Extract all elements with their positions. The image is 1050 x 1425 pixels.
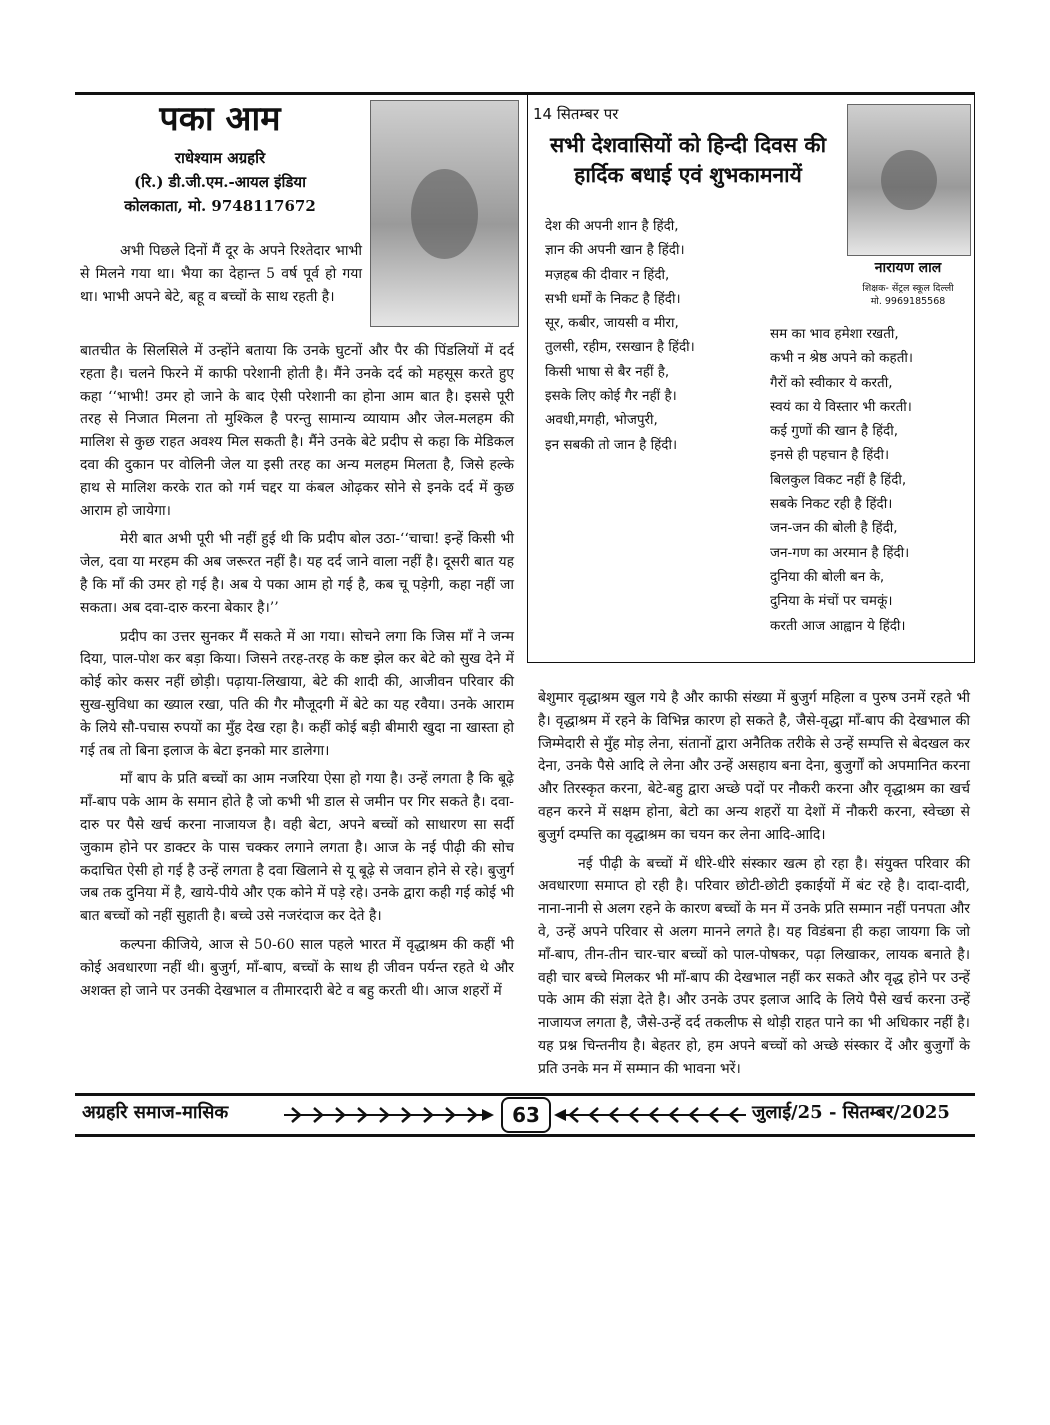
author-contact: कोलकाता, मो. 9748117672	[124, 197, 316, 215]
poem-line: किसी भाषा से बैर नहीं है,	[545, 363, 670, 380]
poem-line: कई गुणों की खान है हिंदी,	[770, 423, 898, 440]
author-block	[80, 146, 360, 218]
column-divider	[527, 95, 528, 663]
article-left-column	[80, 340, 514, 1008]
page-number: 63	[501, 1097, 551, 1133]
poem-headline: सभी देशवासियों को हिन्दी दिवस की हार्दिक बधाई एवं शुभकामनायें	[549, 132, 827, 187]
article-paragraph: अभी पिछले दिनों मैं दूर के अपने रिश्तेदार भाभी से मिलने गया था। भैया का देहान्त 5 वर्ष पूर्व हो गया था। भाभी अपने बेटे, बहू व बच्चों के साथ रहती है।	[80, 243, 362, 305]
poem-line: जन-जन की बोली है हिंदी,	[770, 520, 898, 537]
article-title: पका आम	[159, 99, 281, 139]
poem-stanza-2	[770, 322, 913, 638]
poem-line: तुलसी, रहीम, रसखान है हिंदी।	[545, 339, 695, 356]
poem-line: स्वयं का ये विस्तार भी करती।	[770, 398, 912, 415]
footer-top-rule	[75, 1093, 975, 1096]
article-paragraph: माँ बाप के प्रति बच्चों का आम नजरिया ऐसा हो गया है। उन्हें लगता है कि बूढ़े माँ-बाप पके आम के समान होते है जो कभी भी डाल से जमीन पर गिर सकते है। दवा-दारु पर पैसे खर्च करना नाजायज है। वही बेटा, अपने बच्चों को साधारण सा सर्दी जुकाम होने पर डाक्टर के पास चक्कर लगाने लगता है। आज के नई पीढ़ी की सोच कदाचित ऐसी हो गई है उन्हें लगता है दवा खिलाने से यू बूढ़े से जवान होने से रहे। बुजुर्ग जब तक दुनिया में है, खाये-पीये और एक कोने में पड़े रहे। उनके द्वारा कही गई कोई भी बात बच्चों को नहीं सुहाती है। बच्चे उसे नजरंदाज कर देते है।	[80, 771, 514, 925]
poem-line: जन-गण का अरमान है हिंदी।	[770, 544, 910, 561]
author-designation: (रि.) डी.जी.एम.-आयल इंडिया	[133, 173, 307, 191]
issue-date: जुलाई/25 - सितम्बर/2025	[752, 1102, 950, 1123]
poem-line: देश की अपनी शान है हिंदी,	[545, 218, 679, 234]
poem-line: इन सबकी तो जान है हिंदी।	[545, 436, 678, 453]
poem-line: बिलकुल विकट नहीं है हिंदी,	[770, 471, 907, 488]
article-paragraph: कल्पना कीजिये, आज से 50-60 साल पहले भारत में वृद्धाश्रम की कहीं भी कोई अवधारणा नहीं थी। बुजुर्ग, माँ-बाप, बच्चों के साथ ही जीवन पर्यन्त रहते थे और अशक्त हो जाने पर उनकी देखभाल व तीमारदारी बेटे व बहु करती थी। आज शहरों में	[80, 936, 514, 999]
poem-line: सम का भाव हमेशा रखती,	[770, 326, 899, 342]
magazine-name: अग्रहरि समाज-मासिक	[82, 1102, 229, 1123]
article-right-column	[538, 687, 970, 1087]
poem-line: सभी धर्मों के निकट है हिंदी।	[545, 290, 681, 307]
article-paragraph: बेशुमार वृद्धाश्रम खुल गये है और काफी संख्या में बुजुर्ग महिला व पुरुष उनमें रहते भी है। वृद्धाश्रम में रहने के विभिन्न कारण हो सकते है, जैसे-वृद्धा माँ-बाप की देखभाल की जिम्मेदारी से मुँह मोड़ लेना, संतानों द्वारा अनैतिक तरीके से उन्हें सम्पत्ति से बेदखल कर देना, उनके पैसे आदि ले लेना और उन्हें असहाय बना देना, बुजुर्गों को अपमानित करना और तिरस्कृत करना, बेटे-बहु द्वारा अच्छे पदों पर नौकरी करना और वृद्धाश्रम का खर्च वहन करने में सक्षम होना, बेटो का अन्य शहरों या देशों में नौकरी करना, स्वेच्छा से बुजुर्ग दम्पत्ति का वृद्धाश्रम का चयन कर लेना आदि-आदि।	[538, 690, 970, 843]
poem-line: दुनिया के मंचों पर चमकूं।	[770, 593, 893, 610]
article-paragraph: नई पीढ़ी के बच्चों में धीरे-धीरे संस्कार खत्म हो रहा है। संयुक्त परिवार की अवधारणा समाप्त हो रही है। परिवार छोटी-छोटी इकाईयों में बंट रहे है। दादा-दादी, नाना-नानी से अलग रहने के कारण बच्चों के मन में उनके प्रति सम्मान नहीं पनपता और वे, उन्हें अपने परिवार से अलग मानने लगते है। यह विडंबना ही कहा जायगा कि जो माँ-बाप, तीन-तीन चार-चार बच्चों को पाल-पोषकर, पढ़ा लिखाकर, लायक बनाते है। वही चार बच्चे मिलकर भी माँ-बाप की देखभाल नहीं कर सकते और वृद्ध होने पर उन्हें पके आम की संज्ञा देते है। और उनके उपर इलाज आदि के लिये पैसे खर्च करना उन्हें नाजायज लगता है, जैसे-उन्हें दर्द तकलीफ से थोड़ी राहत पाने का भी अधिकार नहीं है। यह प्रश्न चिन्तनीय है। बेहतर हो, हम अपने बच्चों को अच्छे संस्कार दें और बुजुर्गों के प्रति उनके मन में सम्मान की भावना भरें।	[538, 855, 970, 1077]
poem-line: इनसे ही पहचान है हिंदी।	[770, 447, 890, 464]
poet-role-line: शिक्षक- सेंट्रल स्कूल दिल्ली	[862, 283, 954, 294]
poem-box-bottom-border	[527, 662, 975, 663]
author-photo	[370, 100, 519, 327]
article-paragraph: बातचीत के सिलसिले में उन्होंने बताया कि उनके घुटनों और पैर की पिंडलियों में दर्द रहता है। चलने फिरने में काफी परेशानी होती है। मैंने उनके दर्द को महसूस करते हुए कहा ‘‘भाभी! उमर हो जाने के बाद ऐसी परेशानी का होना आम बात है। इससे पूरी तरह से निजात मिलना तो मुश्किल है परन्तु सामान्य व्यायाम और जेल-मलहम की मालिश से कुछ राहत अवश्य मिल सकती है। मैंने उनके बेटे प्रदीप से कहा कि मेडिकल दवा की दुकान पर वोलिनी जेल या इसी तरह का अन्य मलहम मिलता है, जिसे हल्के हाथ से मालिश करके रात को गर्म चद्दर या कंबल ओढ़कर सोने से इनके दर्द में कुछ आराम हो जायेगा।	[80, 343, 514, 519]
article-paragraph: प्रदीप का उत्तर सुनकर मैं सकते में आ गया। सोचने लगा कि जिस माँ ने जन्म दिया, पाल-पोश कर बड़ा किया। जिसने तरह-तरह के कष्ट झेल कर बेटे को सुख देने में कोई कोर कसर नहीं छोड़ी। पढ़ाया-लिखाया, बेटे की शादी की, आजीवन परिवार की सुख-सुविधा का ख्याल रखा, पति की गैर मौजूदगी में बेटे का यह रवैया। उनके आराम के लिये सौ-पचास रुपयों का मुँह देख रहा है। कहीं कोई बड़ी बीमारी खुदा ना खास्ता हो गई तब तो बिना इलाज के बेटा इनको मार डालेगा।	[80, 628, 514, 759]
poem-line: ज्ञान की अपनी खान है हिंदी।	[545, 242, 685, 259]
poem-line: दुनिया की बोली बन के,	[770, 568, 885, 585]
poem-line: सूर, कबीर, जायसी व मीरा,	[545, 315, 679, 332]
poet-name: नारायण लाल	[874, 260, 942, 276]
poem-line: कभी न श्रेष्ठ अपने को कहती।	[770, 350, 913, 367]
poem-line: अवधी,मगही, भोजपुरी,	[545, 412, 658, 429]
vine-ornament-right	[552, 1105, 748, 1125]
poem-line: सबके निकट रही है हिंदी।	[770, 496, 893, 513]
poet-role	[847, 282, 969, 308]
poem-box-right-border	[974, 95, 975, 663]
poem-line: करती आज आह्वान ये हिंदी।	[770, 617, 906, 634]
footer-bottom-rule	[75, 1134, 975, 1137]
vine-ornament-left	[282, 1105, 496, 1125]
article-paragraph: मेरी बात अभी पूरी भी नहीं हुई थी कि प्रदीप बोल उठा-‘‘चाचा! इन्हें किसी भी जेल, दवा या मरहम की अब जरूरत नहीं है। यह दर्द जाने वाला नहीं है। दूसरी बात यह है कि माँ की उमर हो गई है। अब ये पका आम हो गई है, कब चू पड़ेगी, कहा नहीं जा सकता। अब दवा-दारु करना बेकार है।’’	[80, 531, 514, 616]
author-name: राधेश्याम अग्रहरि	[174, 149, 266, 167]
article-intro	[80, 240, 362, 314]
poem-stanza-1	[545, 214, 695, 457]
poet-phone: मो. 9969185568	[870, 296, 946, 307]
poem-eyebrow: 14 सितम्बर पर	[533, 105, 619, 123]
poem-line: मज़हब की दीवार न हिंदी,	[545, 266, 670, 283]
poet-photo	[847, 104, 971, 256]
poem-line: इसके लिए कोई गैर नहीं है।	[545, 388, 677, 405]
top-rule	[75, 92, 975, 95]
poem-line: गैरों को स्वीकार ये करती,	[770, 374, 893, 391]
